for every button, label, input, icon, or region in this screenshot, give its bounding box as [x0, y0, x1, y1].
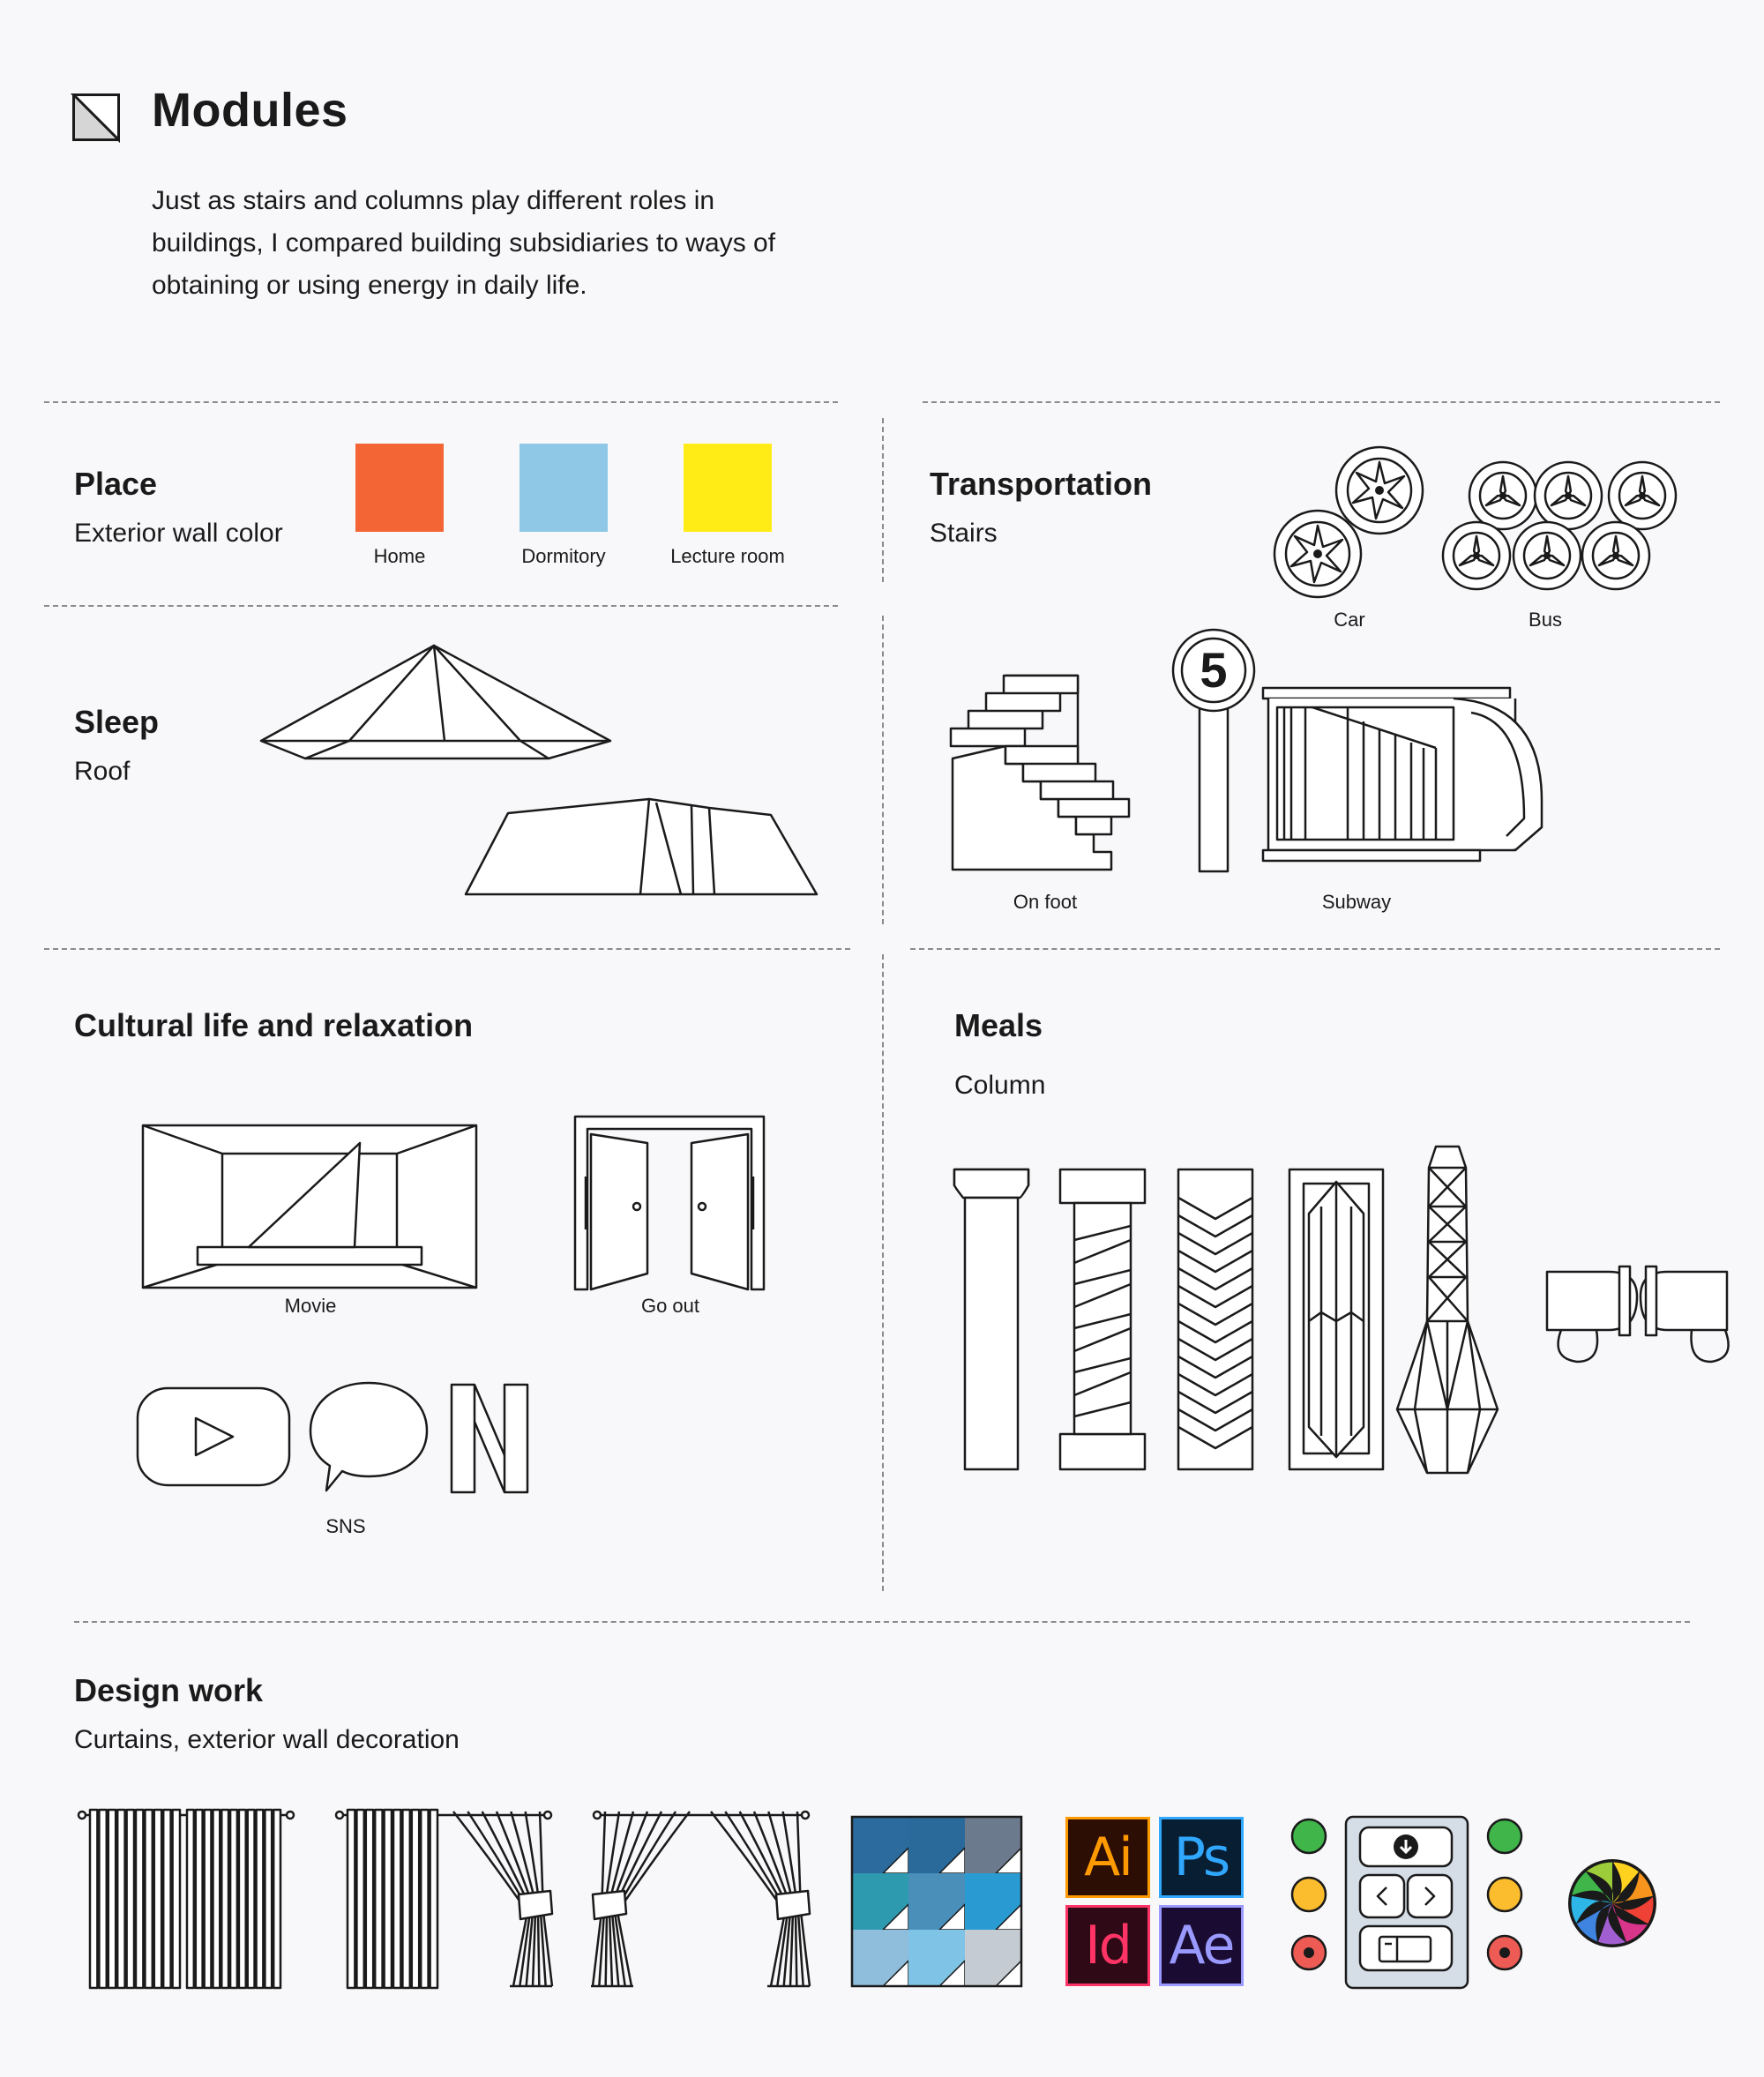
- chat-bubble-icon: [307, 1381, 430, 1496]
- roof-gable-icon: [464, 796, 820, 898]
- divider-vertical: [882, 418, 884, 582]
- place-title: Place: [74, 466, 158, 502]
- swatch-label-dormitory: Dormitory: [521, 545, 606, 567]
- curtain-half-open-icon: [335, 1806, 552, 1991]
- design-title: Design work: [74, 1672, 264, 1708]
- youtube-icon: [136, 1386, 291, 1487]
- subway-label: Subway: [1321, 891, 1392, 913]
- divider: [923, 401, 1720, 403]
- bus-wheel: [1582, 522, 1649, 589]
- app-photoshop-icon: Ps: [1159, 1817, 1244, 1898]
- subway-entrance-icon: [1259, 686, 1551, 870]
- bus-wheel: [1469, 462, 1536, 529]
- on-foot-label: On foot: [1013, 891, 1078, 913]
- meals-subtitle: Column: [954, 1071, 1046, 1100]
- design-subtitle: Curtains, exterior wall decoration: [74, 1725, 460, 1754]
- car-label: Car: [1334, 609, 1365, 631]
- adobe-apps-grid: [1065, 1817, 1245, 1990]
- subway-sign-number: 5: [1200, 642, 1228, 698]
- bus-wheel: [1535, 462, 1602, 529]
- color-wheel-icon: [1566, 1857, 1658, 1949]
- wall-decoration-mosaic-icon: [850, 1815, 1023, 1988]
- swatch-label-home: Home: [373, 545, 426, 567]
- place-subtitle: Exterior wall color: [74, 519, 283, 548]
- sns-label: SNS: [325, 1515, 366, 1537]
- bus-wheel: [1609, 462, 1676, 529]
- divider: [44, 605, 838, 607]
- car-wheels-icon: [1270, 445, 1429, 600]
- divider: [44, 948, 850, 950]
- columns-icon: [951, 1145, 1736, 1473]
- bus-wheel: [1514, 522, 1581, 589]
- sleep-subtitle: Roof: [74, 757, 131, 786]
- app-indesign-icon: Id: [1065, 1905, 1150, 1986]
- swatch-dormitory: [519, 444, 608, 532]
- transportation-title: Transportation: [930, 466, 1153, 502]
- curtain-open-icon: [593, 1806, 810, 1991]
- curtain-closed-icon: [78, 1806, 295, 1991]
- netflix-icon: [448, 1381, 531, 1496]
- app-illustrator-icon: Ai: [1065, 1817, 1150, 1898]
- window-controls-keypad-icon: [1288, 1813, 1526, 1993]
- roof-pyramid-icon: [258, 642, 614, 760]
- bus-label: Bus: [1529, 609, 1562, 631]
- movie-theater-icon: [141, 1124, 478, 1291]
- divider: [74, 1621, 1690, 1623]
- intro-text: Just as stairs and columns play different roles in buildings, I compared building subsidiaries to ways of obtaining or using energy in daily life.: [152, 186, 776, 300]
- meals-title: Meals: [954, 1007, 1043, 1043]
- transportation-subtitle: Stairs: [930, 519, 998, 548]
- page-title: Modules: [152, 84, 348, 137]
- divider: [44, 401, 838, 403]
- cultural-title: Cultural life and relaxation: [74, 1007, 474, 1043]
- bus-wheels-icon: [1446, 459, 1681, 594]
- swatch-lecture-room: [684, 444, 772, 532]
- divider: [910, 948, 1720, 950]
- movie-label: Movie: [284, 1295, 337, 1317]
- go-out-label: Go out: [640, 1295, 700, 1317]
- modules-logo-icon: [72, 93, 120, 141]
- swatch-home: [355, 444, 444, 532]
- divider-vertical: [882, 954, 884, 1591]
- divider-vertical: [882, 616, 884, 924]
- app-aftereffects-icon: Ae: [1159, 1905, 1244, 1986]
- stairs-on-foot-icon: [937, 670, 1131, 873]
- double-door-icon: [573, 1115, 766, 1293]
- sleep-title: Sleep: [74, 704, 160, 740]
- swatch-label-lecture-room: Lecture room: [670, 545, 785, 567]
- bus-wheel: [1443, 522, 1510, 589]
